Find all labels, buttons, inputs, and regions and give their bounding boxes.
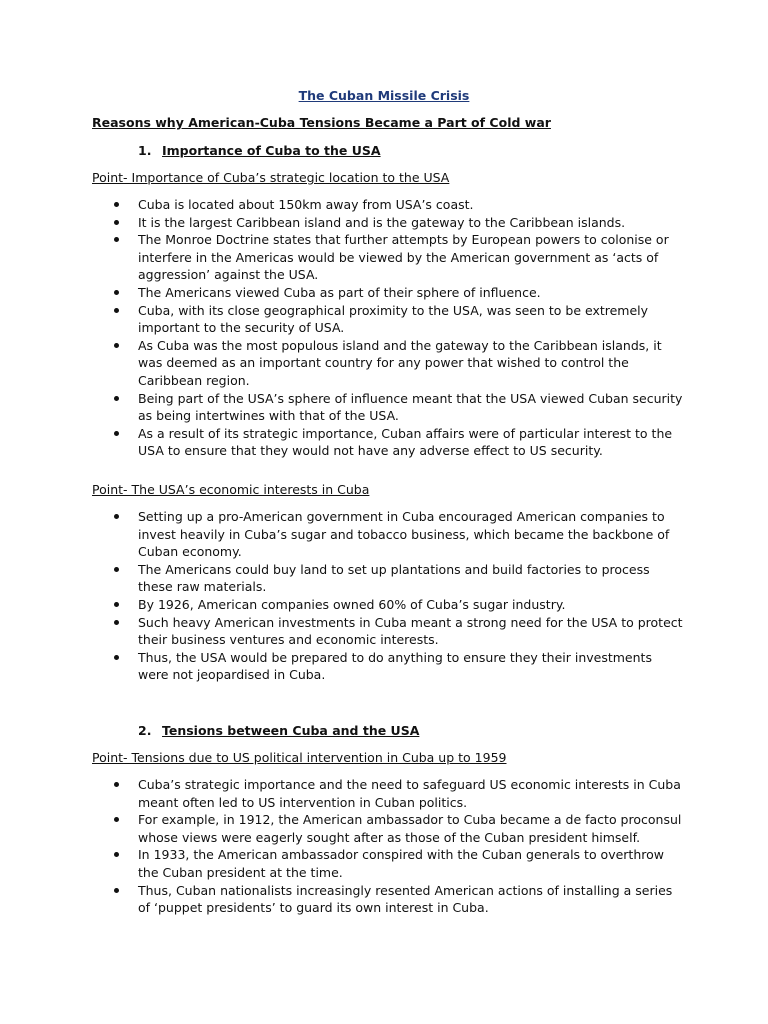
bullet-list	[0, 508, 768, 684]
list-item	[0, 561, 683, 596]
bullet-icon	[114, 396, 119, 401]
list-item	[0, 649, 683, 684]
document-title: The Cuban Missile Crisis	[298, 88, 470, 103]
bullet-text: It is the largest Caribbean island and is the gateway to the Caribbean islands.	[138, 214, 626, 230]
list-item	[0, 390, 683, 425]
list-item	[0, 811, 683, 846]
list-item	[0, 302, 683, 337]
list-item	[0, 337, 683, 390]
bullet-text: Being part of the USA’s sphere of influence meant that the USA viewed Cuban security as being intertwines with that of the USA.	[138, 390, 683, 424]
list-item	[0, 882, 683, 917]
bullet-text: Cuba, with its close geographical proximity to the USA, was seen to be extremely important to the security of USA.	[138, 302, 649, 336]
bullet-text: Thus, Cuban nationalists increasingly resented American actions of installing a series of ‘puppet presidents’ to guard its own interest in Cuba.	[138, 882, 673, 916]
list-item	[0, 231, 683, 284]
list-item	[0, 284, 683, 302]
bullet-text: For example, in 1912, the American ambassador to Cuba became a de facto proconsul whose views were eagerly sought after as those of the Cuban president himself.	[138, 812, 682, 845]
list-item	[0, 596, 683, 614]
bullet-icon	[114, 202, 119, 207]
list-item	[0, 614, 683, 649]
list-item	[0, 425, 683, 460]
bullet-icon	[114, 514, 119, 519]
bullet-list	[0, 776, 768, 917]
bullet-icon	[114, 343, 119, 348]
section-heading-text: Importance of Cuba to the USA	[162, 143, 381, 158]
section-heading-text: Tensions between Cuba and the USA	[162, 723, 420, 738]
list-item	[0, 846, 683, 881]
bullet-text: Thus, the USA would be prepared to do anything to ensure they their investments were not jeopardised in Cuba.	[138, 649, 652, 683]
bullet-icon	[114, 431, 119, 436]
list-item	[0, 214, 683, 232]
bullet-text: Cuba is located about 150km away from USA’s coast.	[138, 197, 474, 212]
section-heading-1	[138, 142, 381, 159]
bullet-icon	[114, 817, 119, 822]
bullet-icon	[114, 220, 119, 225]
bullet-icon	[114, 290, 119, 295]
bullet-icon	[114, 237, 119, 242]
point-label: Point- The USA’s economic interests in Cuba	[92, 482, 370, 497]
bullet-icon	[114, 782, 119, 787]
document-subtitle: Reasons why American-Cuba Tensions Became a Part of Cold war	[92, 115, 551, 130]
section-number: 1.	[138, 143, 152, 158]
bullet-text: Setting up a pro-American government in Cuba encouraged American companies to invest heavily in Cuba’s sugar and tobacco business, which became the backbone of Cuban economy.	[138, 509, 670, 560]
bullet-icon	[114, 655, 119, 660]
bullet-text: As Cuba was the most populous island and the gateway to the Caribbean islands, it was deemed as an important country for any power that wished to control the Caribbean region.	[138, 337, 662, 388]
list-item	[0, 508, 683, 561]
bullet-text: As a result of its strategic importance, Cuban affairs were of particular interest to the USA to ensure that they would not have any adverse effect to US security.	[138, 425, 673, 459]
bullet-icon	[114, 852, 119, 857]
list-item	[0, 196, 683, 214]
bullet-text: By 1926, American companies owned 60% of Cuba’s sugar industry.	[138, 596, 566, 612]
point-label: Point- Tensions due to US political intervention in Cuba up to 1959	[92, 750, 507, 765]
bullet-text: The Monroe Doctrine states that further attempts by European powers to colonise or interfere in the Americas would be viewed by the American government as ‘acts of aggression’ against the USA.	[138, 232, 669, 283]
bullet-text: Cuba’s strategic importance and the need to safeguard US economic interests in Cuba meant often led to US intervention in Cuban politics.	[138, 777, 681, 810]
section-number: 2.	[138, 723, 152, 738]
bullet-text: Such heavy American investments in Cuba meant a strong need for the USA to protect their business ventures and economic interests.	[138, 614, 683, 648]
bullet-text: The Americans could buy land to set up plantations and build factories to process these raw materials.	[138, 561, 650, 595]
bullet-icon	[114, 308, 119, 313]
list-item	[0, 776, 683, 811]
bullet-icon	[114, 888, 119, 893]
bullet-icon	[114, 620, 119, 625]
section-heading-2	[138, 722, 419, 739]
bullet-icon	[114, 567, 119, 572]
bullet-list	[0, 196, 768, 460]
bullet-text: The Americans viewed Cuba as part of their sphere of influence.	[138, 284, 541, 300]
point-label: Point- Importance of Cuba’s strategic location to the USA	[92, 170, 450, 185]
bullet-text: In 1933, the American ambassador conspired with the Cuban generals to overthrow the Cuban president at the time.	[138, 847, 664, 880]
bullet-icon	[114, 602, 119, 607]
